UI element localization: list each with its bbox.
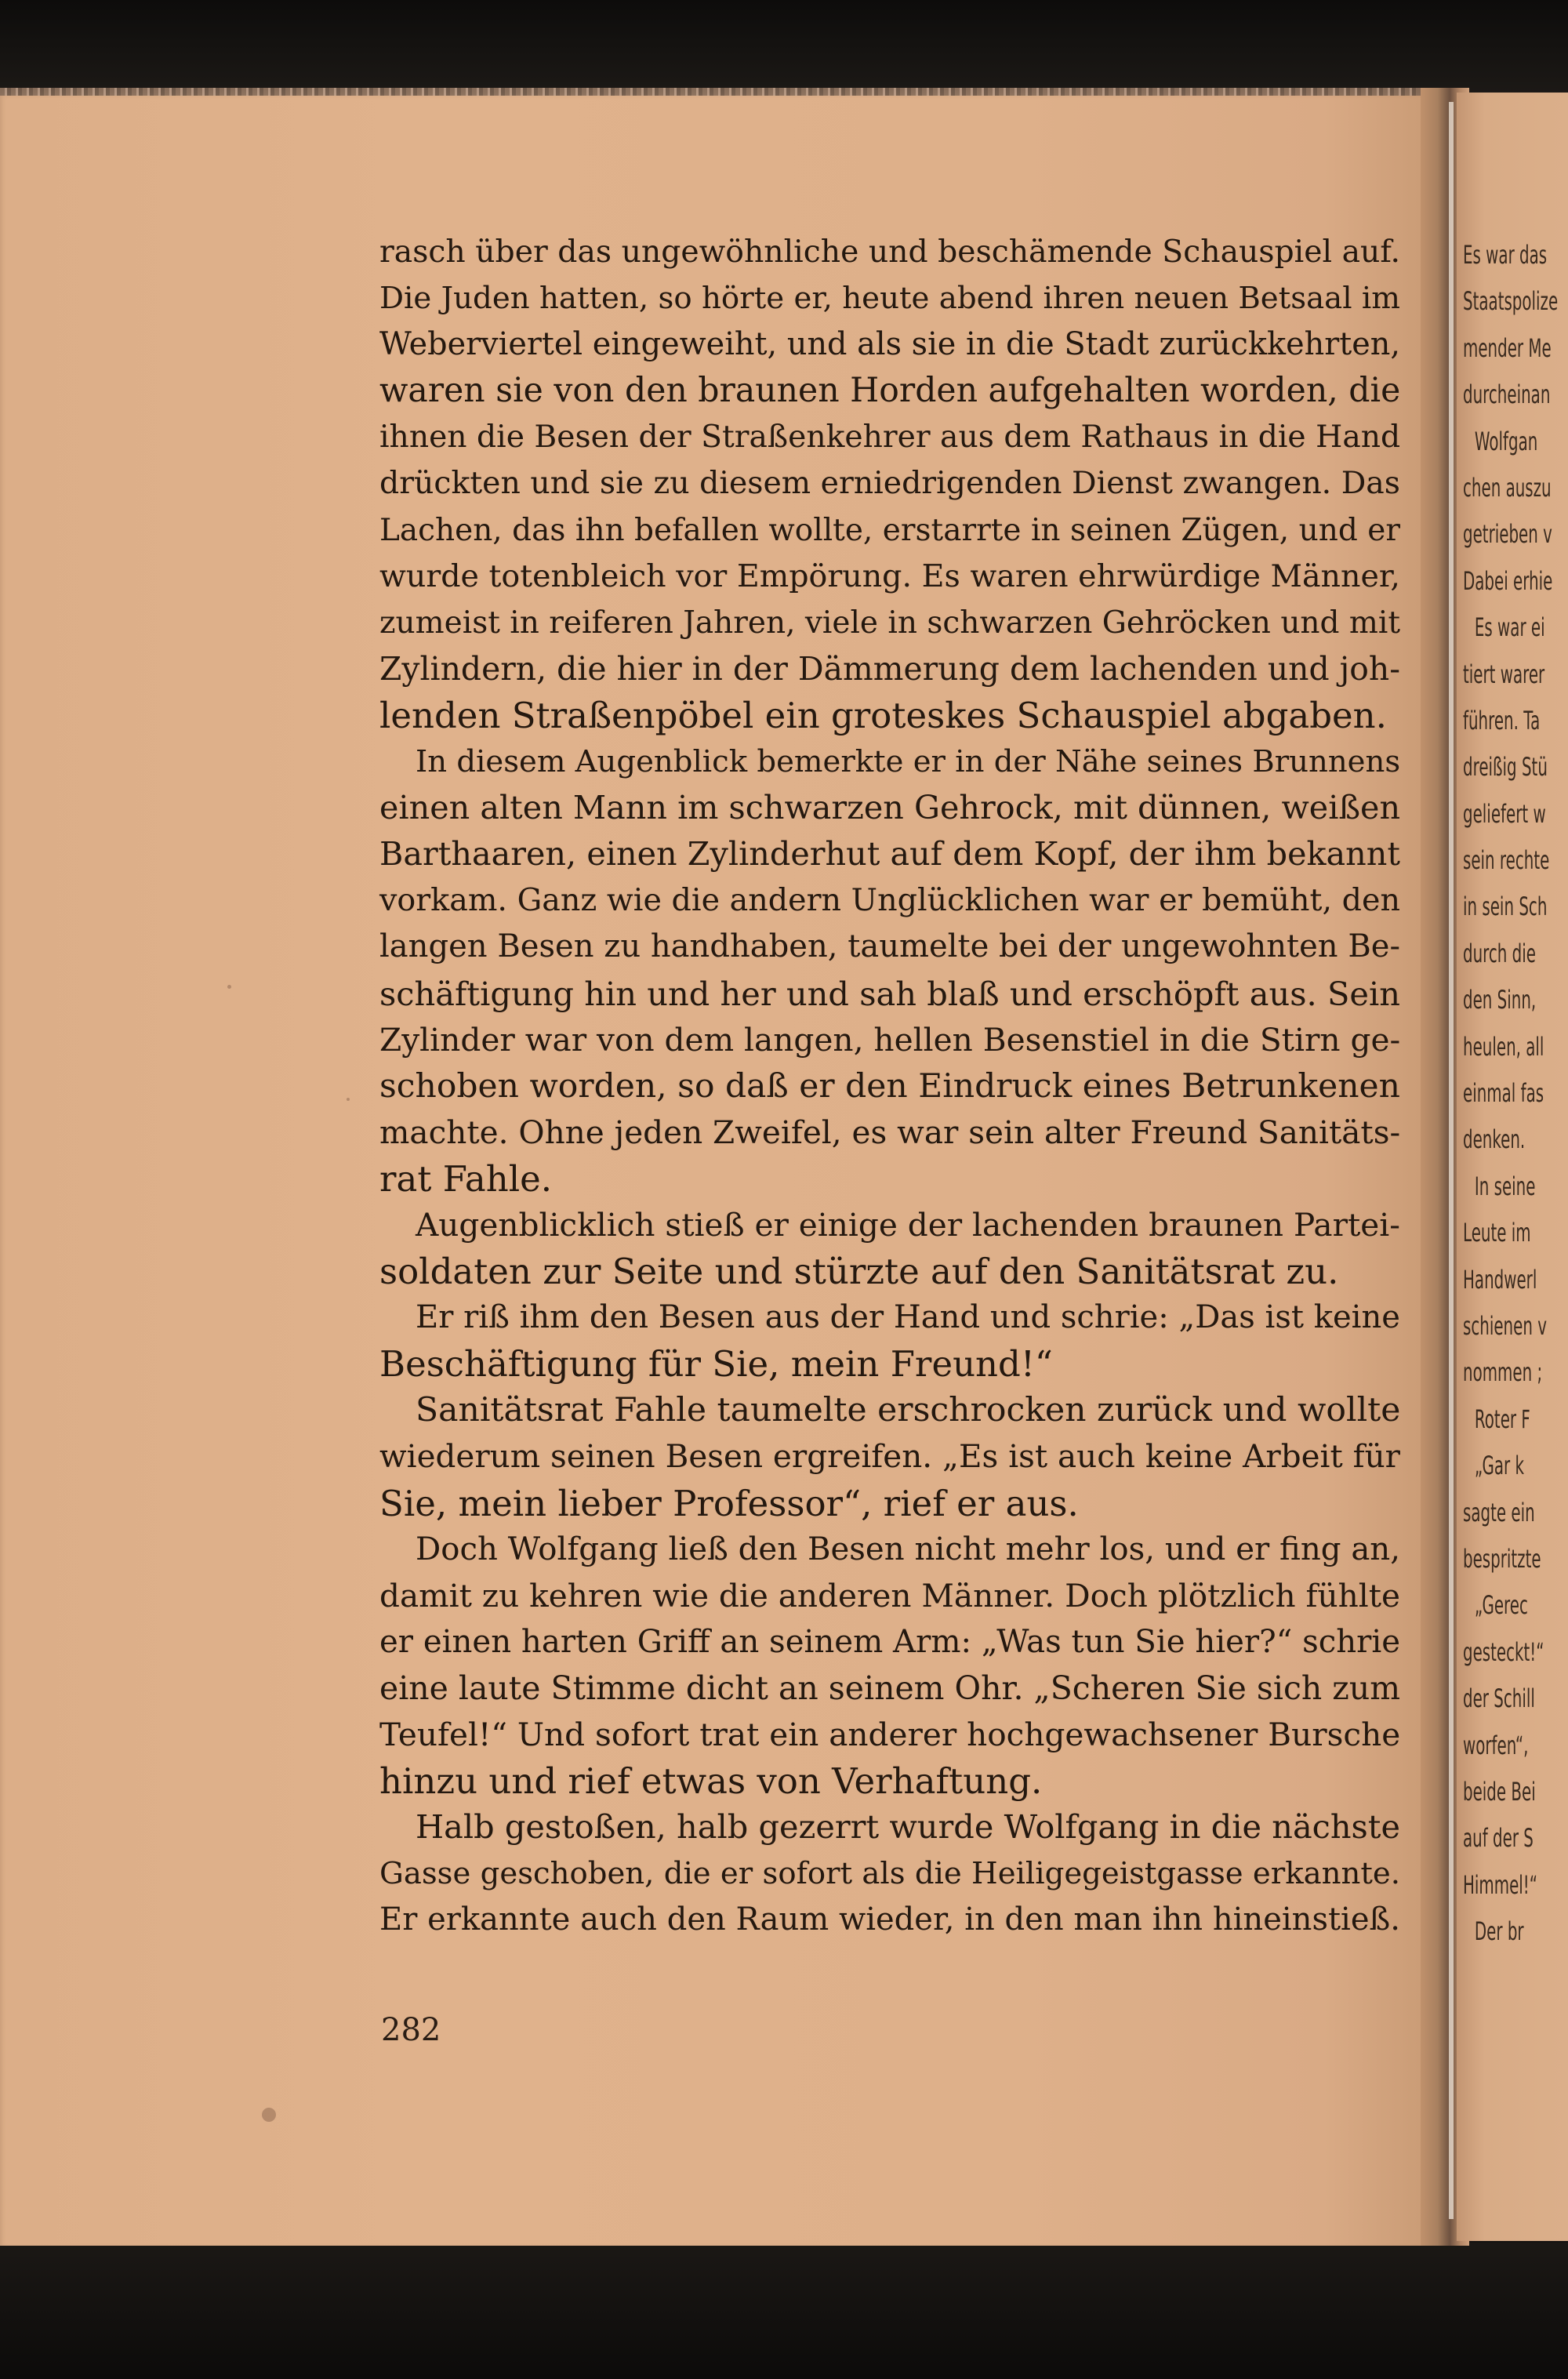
text-line: soldaten zur Seite und stürzte auf den Sanitätsrat zu.	[379, 1251, 1339, 1293]
next-page-line-fragment: getrieben v	[1463, 519, 1552, 550]
text-line: hinzu und rief etwas von Verhaftung.	[379, 1760, 1043, 1803]
text-line: eine laute Stimme dicht an seinem Ohr. „Scheren Sie sich zum	[379, 1669, 1400, 1707]
text-line: damit zu kehren wie die anderen Männer. Doch plötzlich fühlte	[379, 1576, 1401, 1614]
text-line: Zylindern, die hier in der Dämmerung dem lachenden und joh-	[379, 649, 1400, 688]
text-line: Die Juden hatten, so hörte er, heute abend ihren neuen Betsaal im	[379, 281, 1400, 317]
next-page-line-fragment: gesteckt!“	[1463, 1636, 1544, 1667]
text-line: In diesem Augenblick bemerkte er in der Nähe seines Brunnens	[416, 744, 1401, 780]
paper-speck	[347, 1098, 350, 1101]
next-page-line-fragment: In seine	[1474, 1171, 1536, 1201]
next-page-line-fragment: in sein Sch	[1463, 892, 1548, 922]
background-top	[0, 0, 1568, 94]
text-line: Halb gestoßen, halb gezerrt wurde Wolfgang in die nächste	[416, 1808, 1400, 1847]
text-line: Er riß ihm den Besen aus der Hand und schrie: „Das ist keine	[416, 1299, 1400, 1336]
text-line: Sie, mein lieber Professor“, rief er aus.	[379, 1482, 1079, 1524]
page-edge-highlight	[1449, 102, 1454, 2219]
text-line: einen alten Mann im schwarzen Gehrock, mit dünnen, weißen	[379, 789, 1401, 827]
next-page-line-fragment: durcheinan	[1463, 380, 1551, 410]
text-line: lenden Straßenpöbel ein groteskes Schauspiel abgaben.	[379, 694, 1387, 736]
next-page-line-fragment: schienen v	[1463, 1310, 1547, 1341]
next-page-line-fragment: Leute im	[1463, 1218, 1531, 1248]
next-page-line-fragment: mender Me	[1463, 332, 1552, 363]
background-bottom	[0, 2243, 1568, 2379]
next-page-line-fragment: der Schill	[1463, 1683, 1535, 1714]
text-line: drückten und sie zu diesem erniedrigenden Dienst zwangen. Das	[379, 465, 1401, 502]
text-line: wurde totenbleich vor Empörung. Es waren ehrwürdige Männer,	[379, 558, 1400, 594]
page-number: 282	[381, 2012, 441, 2048]
next-page-line-fragment: Es war das	[1463, 240, 1548, 270]
next-page-line-fragment: dreißig Stü	[1463, 752, 1548, 783]
text-line: Sanitätsrat Fahle taumelte erschrocken zurück und wollte	[416, 1391, 1401, 1430]
next-page-line-fragment: führen. Ta	[1463, 705, 1541, 735]
next-page-line-fragment: Handwerl	[1463, 1264, 1537, 1295]
text-line: Barthaaren, einen Zylinderhut auf dem Kopf, der ihm bekannt	[379, 835, 1400, 874]
text-line: Beschäftigung für Sie, mein Freund!“	[379, 1343, 1053, 1386]
paper-speck	[227, 985, 231, 989]
next-page-line-fragment: chen auszu	[1463, 472, 1552, 503]
text-line: rasch über das ungewöhnliche und beschämende Schauspiel auf.	[379, 234, 1400, 270]
text-line: Weberviertel eingeweiht, und als sie in die Stadt zurückkehrten,	[379, 326, 1400, 363]
next-page-line-fragment: sein rechte	[1463, 845, 1550, 876]
next-page-line-fragment: den Sinn,	[1463, 985, 1537, 1015]
text-line: schoben worden, so daß er den Eindruck eines Betrunkenen	[379, 1066, 1400, 1106]
text-line: wiederum seinen Besen ergreifen. „Es ist auch keine Arbeit für	[379, 1437, 1400, 1476]
next-page-line-fragment: geliefert w	[1463, 798, 1546, 829]
next-page-line-fragment: beide Bei	[1463, 1776, 1536, 1807]
next-page-text	[1463, 232, 1559, 1955]
next-page-line-fragment: Der br	[1474, 1916, 1524, 1947]
text-line: Lachen, das ihn befallen wollte, erstarrte in seinen Zügen, und er	[379, 512, 1400, 548]
text-line: ihnen die Besen der Straßenkehrer aus dem Rathaus in die Hand	[379, 420, 1401, 456]
paper-speck	[262, 2108, 276, 2122]
text-line: Zylinder war von dem langen, hellen Besenstiel in die Stirn ge-	[379, 1020, 1401, 1059]
text-line: machte. Ohne jeden Zweifel, es war sein alter Freund Sanitäts-	[379, 1113, 1401, 1151]
next-page-line-fragment: „Gerec	[1474, 1590, 1528, 1621]
next-page-line-fragment: Wolfgan	[1474, 426, 1538, 456]
text-line: Doch Wolfgang ließ den Besen nicht mehr los, und er fing an,	[416, 1531, 1400, 1567]
text-line: waren sie von den braunen Horden aufgehalten worden, die	[379, 372, 1401, 411]
text-line: Augenblicklich stieß er einige der lachenden braunen Partei-	[416, 1205, 1400, 1244]
text-line: schäftigung hin und her und sah blaß und erschöpft aus. Sein	[379, 974, 1400, 1013]
next-page-line-fragment: nommen ;	[1463, 1357, 1543, 1388]
next-page-line-fragment: Dabei erhie	[1463, 565, 1553, 596]
text-line: Teufel!“ Und sofort trat ein anderer hochgewachsener Bursche	[379, 1716, 1401, 1753]
page-top-edge	[0, 88, 1439, 96]
text-line: rat Fahle.	[379, 1157, 553, 1200]
next-page-line-fragment: sagte ein	[1463, 1497, 1535, 1527]
body-text	[379, 229, 1400, 1943]
next-page-line-fragment: Himmel!“	[1463, 1869, 1538, 1900]
text-line: zumeist in reiferen Jahren, viele in schwarzen Gehröcken und mit	[379, 605, 1401, 641]
next-page-line-fragment: Roter F	[1474, 1404, 1530, 1434]
next-page-line-fragment: denken.	[1463, 1124, 1526, 1155]
next-page-line-fragment: Es war ei	[1474, 612, 1545, 643]
text-line: vorkam. Ganz wie die andern Unglücklichen war er bemüht, den	[379, 882, 1400, 919]
next-page-line-fragment: „Gar k	[1474, 1451, 1524, 1481]
next-page-line-fragment: einmal fas	[1463, 1078, 1544, 1109]
text-line: Gasse geschoben, die er sofort als die Heiligegeistgasse erkannte.	[379, 1856, 1400, 1892]
next-page-line-fragment: tiert warer	[1463, 659, 1545, 689]
next-page-line-fragment: auf der S	[1463, 1823, 1534, 1854]
next-page-line-fragment: Staatspolize	[1463, 286, 1559, 317]
text-line: Er erkannte auch den Raum wieder, in den man ihn hineinstieß.	[379, 1901, 1400, 1938]
next-page-line-fragment: worfen“,	[1463, 1730, 1529, 1760]
next-page-line-fragment: durch die	[1463, 938, 1536, 968]
next-page-line-fragment: heulen, all	[1463, 1031, 1544, 1062]
text-line: langen Besen zu handhaben, taumelte bei der ungewohnten Be-	[379, 928, 1400, 965]
text-line: er einen harten Griff an seinem Arm: „Was tun Sie hier?“ schrie	[379, 1623, 1401, 1660]
next-page-line-fragment: bespritzte	[1463, 1543, 1541, 1574]
